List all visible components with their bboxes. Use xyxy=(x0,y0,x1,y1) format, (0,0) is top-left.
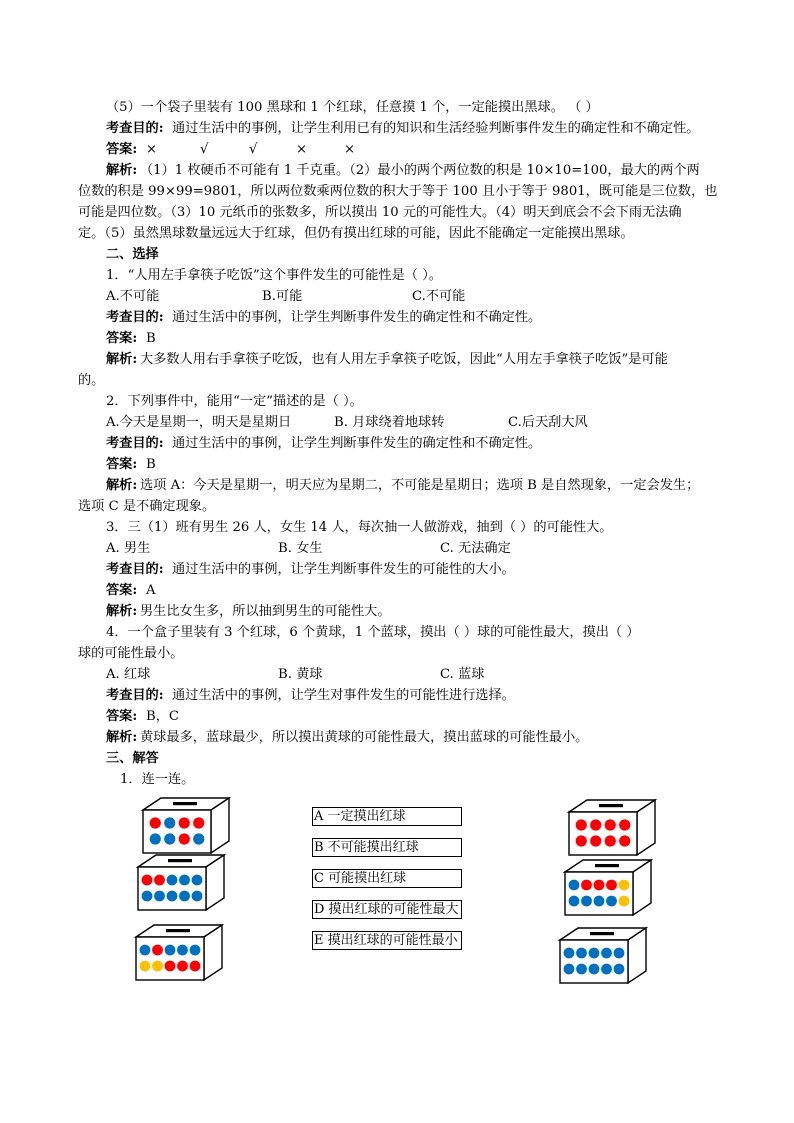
match-option-e: E 摸出红球的可能性最小 xyxy=(312,931,462,950)
analysis-text: 黄球最多，蓝球最少，所以摸出黄球的可能性最大，摸出蓝球的可能性最小。 xyxy=(140,730,589,745)
blue-ball xyxy=(576,964,587,975)
option-b: B. 月球绕着地球转 xyxy=(334,415,445,430)
aim-label: 考查目的: xyxy=(106,436,164,451)
aim-text: 通过生活中的事例，让学生判断事件发生的可能性的大小。 xyxy=(172,562,515,577)
answer-label: 答案: xyxy=(106,331,138,346)
red-ball xyxy=(177,961,188,972)
blue-ball xyxy=(179,875,190,886)
red-ball xyxy=(590,819,601,830)
red-ball xyxy=(152,945,163,956)
option-a: A.不可能 xyxy=(106,289,160,304)
answer-mark-1: × xyxy=(146,142,158,157)
aim-text: 通过生活中的事例，让学生对事件发生的可能性进行选择。 xyxy=(172,688,515,703)
box-front-face xyxy=(136,937,204,980)
red-ball xyxy=(605,835,616,846)
answer-label: 答案: xyxy=(106,457,138,472)
aim-label: 考查目的: xyxy=(106,688,164,703)
yellow-ball xyxy=(619,896,630,907)
red-ball xyxy=(605,819,616,830)
analysis-text: 定。（5）虽然黑球数量远远大于红球，但仍有摸出红球的可能，因此不能确定一定能摸出黑球。 xyxy=(78,226,634,241)
blue-ball xyxy=(193,833,204,844)
blue-ball xyxy=(164,833,175,844)
analysis-text: 选项 C 是不确定现象。 xyxy=(78,499,216,514)
option-b: B. 黄球 xyxy=(278,667,323,682)
option-c: C. 无法确定 xyxy=(440,541,511,556)
analysis-label: 解析: xyxy=(106,352,138,367)
section-heading-text: 二、选择 xyxy=(106,247,159,262)
red-ball xyxy=(619,819,630,830)
box-front-face xyxy=(143,810,211,853)
blue-ball xyxy=(190,945,201,956)
answer-mark-5: × xyxy=(344,142,356,157)
box-front-face xyxy=(560,940,628,983)
blue-ball xyxy=(576,948,587,959)
blue-ball xyxy=(614,948,625,959)
blue-ball xyxy=(581,896,592,907)
analysis-label: 解析: xyxy=(106,730,138,745)
blue-ball xyxy=(564,964,575,975)
option-c: C. 蓝球 xyxy=(440,667,485,682)
box-slot xyxy=(590,932,614,935)
section-heading-text: 三、解答 xyxy=(106,751,159,766)
aim-label: 考查目的: xyxy=(106,562,164,577)
option-c: C.后天刮大风 xyxy=(508,415,588,430)
analysis-label: 解析: xyxy=(106,604,138,619)
option-b: B.可能 xyxy=(262,289,303,304)
stem-text: 3．三（1）班有男生 26 人，女生 14 人，每次抽一人做游戏，抽到（ ）的可能性大。 xyxy=(106,520,613,535)
blue-ball xyxy=(142,891,153,902)
blue-ball xyxy=(564,948,575,959)
blue-ball xyxy=(140,945,151,956)
red-ball xyxy=(581,880,592,891)
box-front-face xyxy=(138,867,206,910)
stem-text: 1．连一连。 xyxy=(120,772,195,787)
blue-ball xyxy=(192,875,203,886)
blue-ball xyxy=(594,896,605,907)
analysis-text: 位数的积是 99×99=9801，所以两位数乘两位数的积大于等于 100 且小于等于 9801，既可能是三位数，也 xyxy=(78,184,718,199)
box-front-face xyxy=(565,872,633,915)
aim-label: 考查目的: xyxy=(106,310,164,325)
aim-label: 考查目的: xyxy=(106,121,164,136)
red-ball xyxy=(594,880,605,891)
aim-text: 通过生活中的事例，让学生判断事件发生的确定性和不确定性。 xyxy=(172,436,542,451)
red-ball xyxy=(576,819,587,830)
answer-mark-3: √ xyxy=(249,142,258,157)
yellow-ball xyxy=(152,961,163,972)
red-ball xyxy=(190,961,201,972)
red-ball xyxy=(142,875,153,886)
box-slot xyxy=(166,929,190,932)
blue-ball xyxy=(179,891,190,902)
answer-label: 答案: xyxy=(106,709,138,724)
q5-text: （5）一个袋子里装有 100 黑球和 1 个红球，任意摸 1 个，一定能摸出黑球。 （ ） xyxy=(106,100,599,115)
option-a: A.今天是星期一，明天是星期日 xyxy=(106,415,292,430)
blue-ball xyxy=(606,896,617,907)
blue-ball xyxy=(150,833,161,844)
blue-ball xyxy=(601,948,612,959)
blue-ball xyxy=(154,891,165,902)
red-ball xyxy=(165,961,176,972)
blue-ball xyxy=(614,964,625,975)
match-option-a: A 一定摸出红球 xyxy=(312,807,462,826)
answer-text: A xyxy=(146,583,156,598)
answer-text: B，C xyxy=(146,709,179,724)
match-option-b: B 不可能摸出红球 xyxy=(312,838,462,857)
analysis-text: 男生比女生多，所以抽到男生的可能性大。 xyxy=(140,604,391,619)
option-a: A. 男生 xyxy=(106,541,151,556)
analysis-text: 可能是四位数。（3）10 元纸币的张数多，所以摸出 10 元的可能性大。（4）明天到底会不会下雨无法确 xyxy=(78,205,682,220)
answer-text: B xyxy=(146,457,156,472)
box-front-face xyxy=(569,812,637,855)
answer-label: 答案: xyxy=(106,583,138,598)
box-slot xyxy=(599,804,623,807)
analysis-text: 的。 xyxy=(78,373,105,388)
analysis-text: （1）1 枚硬币不可能有 1 千克重。（2）最小的两个两位数的积是 10×10=100，最大的两个两 xyxy=(140,163,700,178)
blue-ball xyxy=(167,891,178,902)
answer-mark-4: × xyxy=(296,142,308,157)
red-ball xyxy=(150,817,161,828)
yellow-ball xyxy=(619,880,630,891)
answer-mark-2: √ xyxy=(200,142,209,157)
stem-text: 4．一个盒子里装有 3 个红球，6 个黄球，1 个蓝球，摸出（ ）球的可能性最大，摸出（ ） xyxy=(106,625,640,640)
yellow-ball xyxy=(140,961,151,972)
stem-text: 1．“人用左手拿筷子吃饭”这个事件发生的可能性是（ ）。 xyxy=(106,268,442,283)
blue-ball xyxy=(601,964,612,975)
match-option-c: C 可能摸出红球 xyxy=(312,869,462,888)
red-ball xyxy=(193,817,204,828)
option-c: C.不可能 xyxy=(412,289,466,304)
analysis-text: 选项 A：今天是星期一，明天应为星期二，不可能是星期日；选项 B 是自然现象，一定会发生； xyxy=(140,478,700,493)
analysis-text: 大多数人用右手拿筷子吃饭，也有人用左手拿筷子吃饭，因此“人用左手拿筷子吃饭”是可能 xyxy=(140,352,668,367)
aim-text: 通过生活中的事例，让学生判断事件发生的确定性和不确定性。 xyxy=(172,310,542,325)
red-ball xyxy=(179,817,190,828)
blue-ball xyxy=(165,945,176,956)
red-ball xyxy=(179,833,190,844)
box-slot xyxy=(173,802,197,805)
analysis-label: 解析: xyxy=(106,478,138,493)
blue-ball xyxy=(589,948,600,959)
red-ball xyxy=(576,835,587,846)
red-ball xyxy=(154,875,165,886)
match-option-d: D 摸出红球的可能性最大 xyxy=(312,900,462,919)
blue-ball xyxy=(569,896,580,907)
blue-ball xyxy=(192,891,203,902)
red-ball xyxy=(606,880,617,891)
red-ball xyxy=(590,835,601,846)
blue-ball xyxy=(177,945,188,956)
box-slot xyxy=(168,859,192,862)
analysis-label: 解析: xyxy=(106,163,138,178)
blue-ball xyxy=(164,817,175,828)
stem-text: 球的可能性最小。 xyxy=(78,646,184,661)
blue-ball xyxy=(167,875,178,886)
option-b: B. 女生 xyxy=(278,541,323,556)
blue-ball xyxy=(569,880,580,891)
answer-text: B xyxy=(146,331,156,346)
red-ball xyxy=(619,835,630,846)
aim-text: 通过生活中的事例，让学生利用已有的知识和生活经验判断事件发生的确定性和不确定性。 xyxy=(172,121,700,136)
answer-label: 答案: xyxy=(106,142,138,157)
blue-ball xyxy=(589,964,600,975)
box-slot xyxy=(595,864,619,867)
option-a: A. 红球 xyxy=(106,667,151,682)
stem-text: 2．下列事件中，能用“一定”描述的是（ ）。 xyxy=(106,394,363,409)
